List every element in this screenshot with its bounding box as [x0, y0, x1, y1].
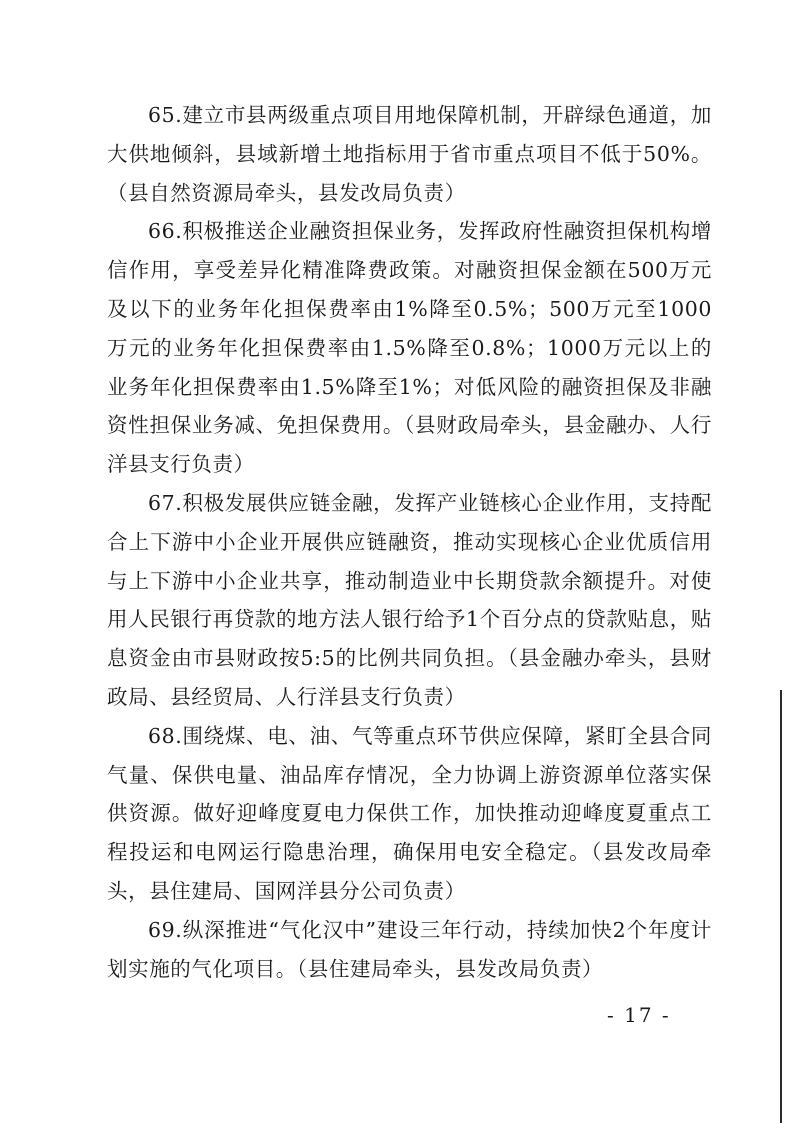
page-number: - 17 - — [607, 1003, 671, 1027]
paragraph-65: 65.建立市县两级重点项目用地保障机制，开辟绿色通道，加大供地倾斜，县域新增土地指标用于省市重点项目不低于50%。（县自然资源局牵头，县发改局负责） — [107, 103, 712, 205]
paragraph-69: 69.纵深推进“气化汉中”建设三年行动，持续加快2个年度计划实施的气化项目。（县住建局牵头，县发改局负责） — [107, 917, 712, 981]
scan-edge-line — [780, 690, 782, 1123]
paragraph-68: 68.围绕煤、电、油、气等重点环节供应保障，紧盯全县合同气量、保供电量、油品库存情况，全力协调上游资源单位落实保供资源。做好迎峰度夏电力保供工作，加快推动迎峰度夏重点工程投运和电网运行隐患治理，确保用电安全稳定。（县发改局牵头，县住建局、国网洋县分公司负责） — [107, 723, 712, 903]
paragraph-67: 67.积极发展供应链金融，发挥产业链核心企业作用，支持配合上下游中小企业开展供应链融资，推动实现核心企业优质信用与上下游中小企业共享，推动制造业中长期贷款余额提升。对使用人民银行再贷款的地方法人银行给予1个百分点的贷款贴息，贴息资金由市县财政按5:5的比例共同负担。（县金融办牵头，县财政局、县经贸局、人行洋县支行负责） — [107, 490, 712, 709]
document-body — [107, 96, 712, 988]
paragraph-66: 66.积极推送企业融资担保业务，发挥政府性融资担保机构增信作用，享受差异化精准降费政策。对融资担保金额在500万元及以下的业务年化担保费率由1%降至0.5%；500万元至1000万元的业务年化担保费率由1.5%降至0.8%；1000万元以上的业务年化担保费率由1.5%降至1%；对低风险的融资担保及非融资性担保业务减、免担保费用。（县财政局牵头，县金融办、人行洋县支行负责） — [107, 219, 712, 477]
